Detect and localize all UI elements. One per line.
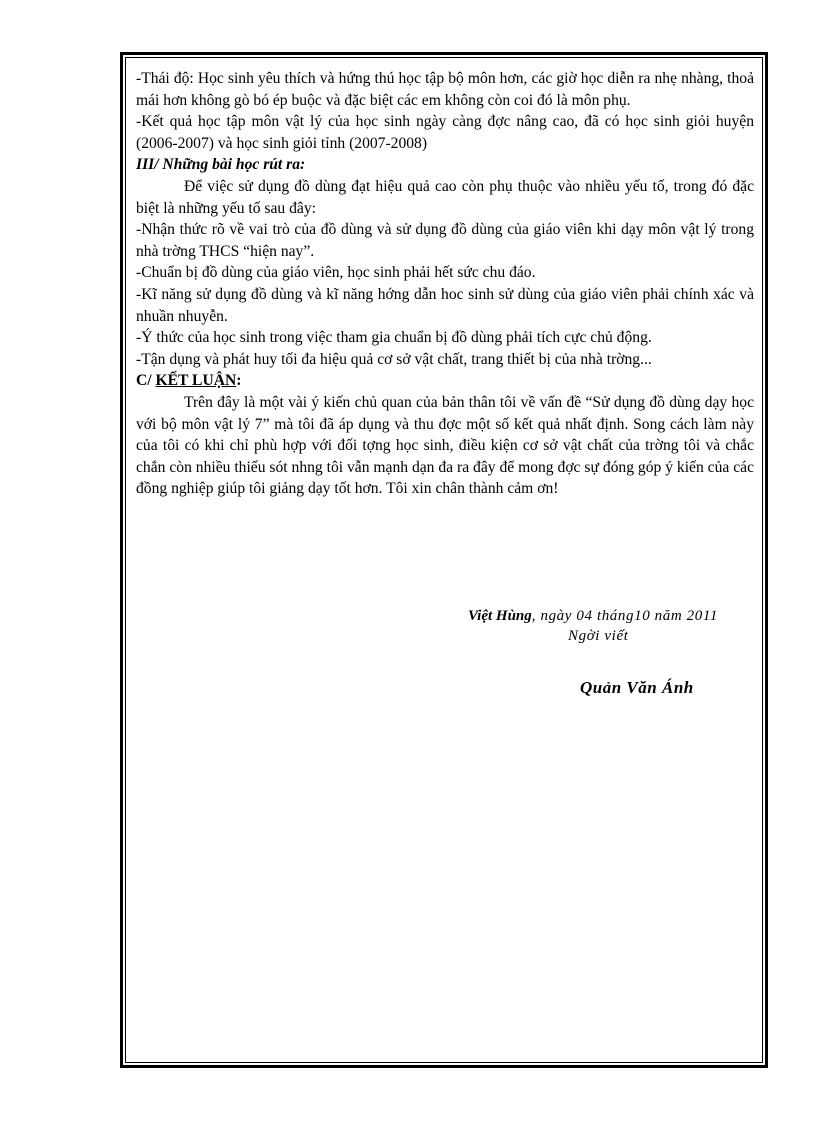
list-item: -Ý thức của học sinh trong việc tham gia chuẩn bị đồ dùng phải tích cực chủ động. (136, 329, 652, 347)
signature-name: Quản Văn Ánh (580, 678, 694, 697)
signature-date: , ngày 04 tháng10 năm 2011 (531, 608, 718, 624)
signature-place: Việt Hùng (468, 608, 532, 624)
list-item: -Kĩ năng sử dụng đồ dùng và kĩ năng hớng dẫn hoc sinh sử dùng của giáo viên phải chính xác và nhuần nhuyễn. (136, 285, 754, 325)
list-item: -Chuẩn bị đồ dùng của giáo viên, học sinh phải hết sức chu đáo. (136, 264, 536, 282)
signature-role: Ngời viết (568, 628, 629, 644)
section-heading-lessons: III/ Những bài học rút ra: (136, 156, 306, 174)
conclusion-paragraph: Trên đây là một vài ý kiến chủ quan của bản thân tôi về vấn đề “Sử dụng đồ dùng dạy học với bộ môn vật lý 7” mà tôi đã áp dụng và thu đợc một số kết quả nhất định. Song cách làm này của tôi có khi chỉ phù hợp với đối tợng học sinh, điều kiện cơ sở vật chất của trờng tôi và chắc chắn còn nhiều thiếu sót nhng tôi vẫn mạnh dạn đa ra đây để mong đợc sự đóng góp ý kiến của các đồng nghiệp giúp tôi giảng dạy tốt hơn. Tôi xin chân thành cảm ơn! (136, 393, 754, 498)
conclusion-prefix: C/ (136, 372, 156, 390)
list-item: -Nhận thức rõ về vai trò của đồ dùng và sử dụng đồ dùng của giáo viên khi dạy môn vật lý trong nhà trờng THCS “hiện nay”. (136, 221, 754, 260)
conclusion-colon: : (236, 372, 242, 390)
list-item: -Tận dụng và phát huy tối đa hiệu quả cơ sở vật chất, trang thiết bị của nhà trờng... (136, 350, 652, 368)
conclusion-title: KẾT LUẬN (155, 372, 237, 390)
document-body (136, 68, 754, 500)
paragraph-results: -Kết quả học tập môn vật lý của học sinh ngày càng đợc nâng cao, đã có học sinh giỏi huyện (2006-2007) và học sinh giỏi tỉnh (2007-2008) (136, 113, 754, 152)
signature-place-date (468, 608, 718, 625)
section-heading-conclusion (136, 370, 754, 392)
section-intro: Để việc sử dụng đồ dùng đạt hiệu quả cao còn phụ thuộc vào nhiều yếu tố, trong đó đặc biệt là những yếu tố sau đây: (136, 177, 754, 217)
paragraph-attitude: -Thái độ: Học sinh yêu thích và hứng thú học tập bộ môn hơn, các giờ học diễn ra nhẹ nhàng, thoả mái hơn không gò bó ép buộc và đặc biệt các em không còn coi đó là môn phụ. (136, 70, 754, 109)
